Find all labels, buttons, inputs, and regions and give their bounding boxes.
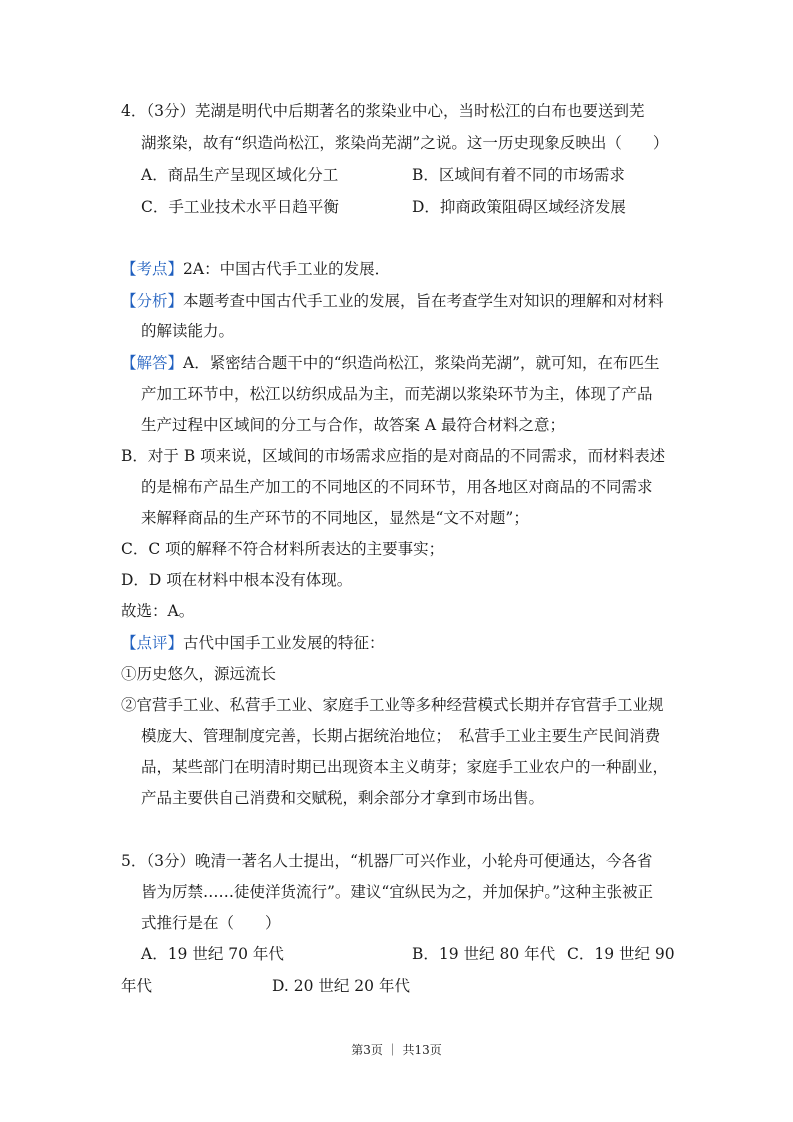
q5-option-a: A．19 世纪 70 年代 xyxy=(141,945,284,963)
jieda-text1: A．紧密结合题干中的“织造尚松江，浆染尚芜湖”，就可知，在布匹生 xyxy=(183,354,660,372)
explain-b-line1: B．对于 B 项来说，区域间的市场需求应指的是对商品的不同需求，而材料表述 xyxy=(121,447,666,465)
jieda-line3: 生产过程中区域间的分工与合作，故答案 A 最符合材料之意； xyxy=(141,416,566,434)
q4-option-d: D．抑商政策阻碍区域经济发展 xyxy=(412,198,626,216)
dianping-text: 古代中国手工业发展的特征： xyxy=(183,634,385,652)
point2-line3: 品，某些部门在明清时期已出现资本主义萌芽；家庭手工业农户的一种副业， xyxy=(141,758,669,776)
q4-stem-line2: 湖浆染，故有“织造尚松江，浆染尚芜湖”之说。这一历史现象反映出（ ） xyxy=(141,134,669,152)
q5-stem-line3: 式推行是在（ ） xyxy=(141,914,281,932)
point2-line2: 模庞大、管理制度完善，长期占据统治地位； 私营手工业主要生产民间消费 xyxy=(141,727,661,745)
q4-option-c: C．手工业技术水平日趋平衡 xyxy=(141,198,339,216)
fenxi-tag: 【分析】 xyxy=(121,292,184,310)
q5-option-d: D. 20 世纪 20 年代 xyxy=(272,977,410,995)
q5-option-c-continuation: 年代 xyxy=(121,977,153,995)
fenxi-line1 xyxy=(121,291,664,311)
q4-option-a: A．商品生产呈现区域化分工 xyxy=(141,166,339,184)
kaodian-text: 2A：中国古代手工业的发展． xyxy=(183,260,391,278)
q5-stem-line2: 皆为厉禁……徒使洋货流行”。建议“宜纵民为之，并加保护。”这种主张被正 xyxy=(141,883,654,901)
fenxi-line2: 的解读能力。 xyxy=(141,322,235,340)
jieda-line2: 产加工环节中，松江以纺织成品为主，而芜湖以浆染环节为主，体现了产品 xyxy=(141,385,653,403)
explain-d-line: D．D 项在材料中根本没有体现。 xyxy=(121,571,353,589)
explain-c-line: C．C 项的解释不符合材料所表达的主要事实； xyxy=(121,540,445,558)
dianping-tag: 【点评】 xyxy=(121,634,184,652)
q5-option-b: B．19 世纪 80 年代 xyxy=(412,945,556,963)
point2-line1: ②官营手工业、私营手工业、家庭手工业等多种经营模式长期并存官营手工业规 xyxy=(121,696,664,714)
dianping-line xyxy=(121,633,385,653)
point1-line: ①历史悠久，源远流长 xyxy=(121,665,277,683)
answer-line: 故选：A。 xyxy=(121,602,195,620)
q4-option-b: B．区域间有着不同的市场需求 xyxy=(412,166,625,184)
q5-option-c: C．19 世纪 90 xyxy=(567,945,675,963)
q5-stem-line1: 5．（3分）晚清一著名人士提出，“机器厂可兴作业，小轮舟可便通达，今各省 xyxy=(121,852,653,870)
explain-b-line2: 的是棉布产品生产加工的不同地区的不同环节，用各地区对商品的不同需求 xyxy=(141,478,653,496)
kaodian-line xyxy=(121,259,390,279)
page-footer: 第3页 ｜ 共13页 xyxy=(351,1043,442,1057)
point2-line4: 产品主要供自己消费和交赋税，剩余部分才拿到市场出售。 xyxy=(141,789,545,807)
kaodian-tag: 【考点】 xyxy=(121,260,184,278)
q4-stem-line1: 4．（3分）芜湖是明代中后期著名的浆染业中心，当时松江的白布也要送到芜 xyxy=(121,102,645,120)
jieda-line1 xyxy=(121,353,660,373)
fenxi-text1: 本题考查中国古代手工业的发展，旨在考查学生对知识的理解和对材料 xyxy=(183,292,664,310)
jieda-tag: 【解答】 xyxy=(121,354,184,372)
explain-b-line3: 来解释商品的生产环节的不同地区，显然是“文不对题”； xyxy=(141,509,529,527)
